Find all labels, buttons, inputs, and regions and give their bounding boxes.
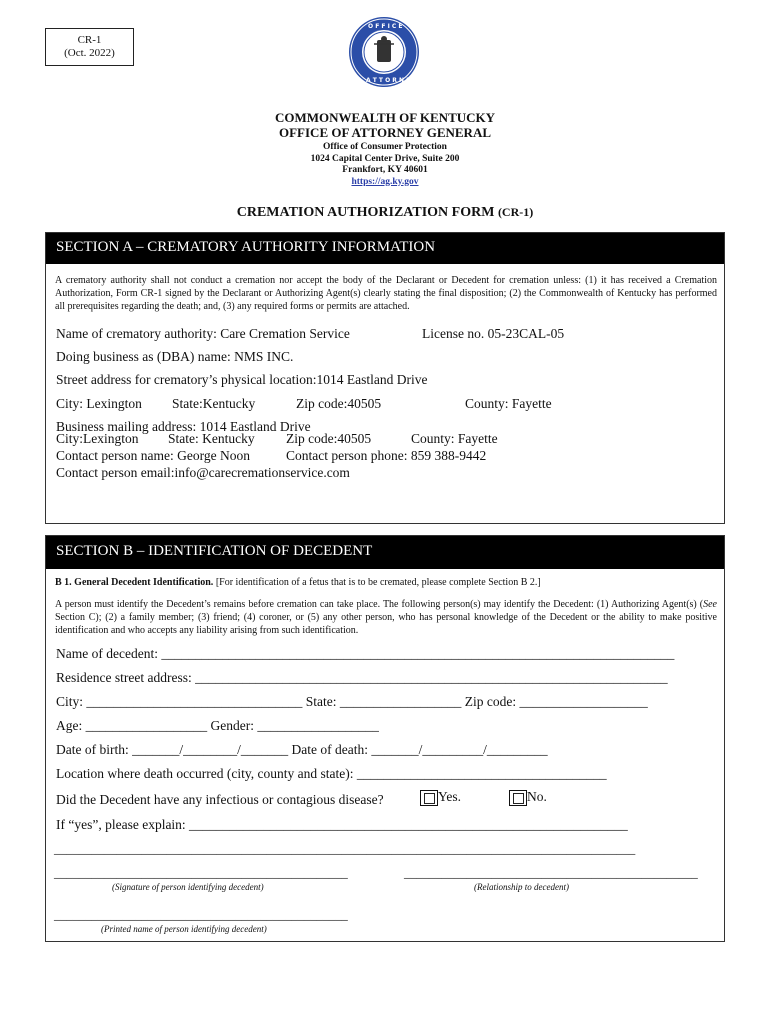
address-line-2: Frankfort, KY 40601: [342, 165, 428, 175]
office-address: [0, 142, 770, 188]
crematory-name: Name of crematory authority: Care Cremation Service: [56, 326, 350, 341]
explain-continuation-line[interactable]: _____________________________________________________________________________________________: [54, 842, 636, 856]
decedent-name-field[interactable]: Name of decedent: ____________________________________________________________________________: [56, 646, 675, 661]
street-address: Street address for crematory’s physical location:1014 Eastland Drive: [56, 372, 428, 387]
mail-city: City:Lexington: [56, 431, 139, 446]
city-field: City: Lexington: [56, 396, 142, 411]
address-line-1: 1024 Capital Center Drive, Suite 200: [310, 153, 460, 164]
office-line: OFFICE OF ATTORNEY GENERAL: [279, 125, 491, 140]
contact-email: Contact person email:info@carecremationservice.com: [56, 465, 350, 480]
signature-caption: (Signature of person identifying decedent): [112, 882, 264, 892]
no-label: No.: [527, 789, 547, 804]
form-title-main: CREMATION AUTHORIZATION FORM: [236, 205, 495, 220]
explain-field[interactable]: If “yes”, please explain: _________________________________________________________________: [56, 817, 628, 832]
b1-heading: [55, 576, 717, 589]
death-location-field[interactable]: Location where death occurred (city, county and state): _____________________________________: [56, 766, 607, 781]
intro-part-2: Section C); (2) a family member; (3) friend; (4) coroner, or (5) any other person, who has personal knowledge of the Decedent or the ability to make positive identification and who accepts any liability arising from such identification.: [55, 612, 717, 636]
form-date: (Oct. 2022): [64, 47, 115, 59]
form-title: [0, 205, 770, 221]
section-b-heading: SECTION B – IDENTIFICATION OF DECEDENT: [46, 536, 724, 569]
dates-field[interactable]: Date of birth: _______/________/_______ Date of death: _______/_________/_________: [56, 742, 548, 757]
intro-see: See: [703, 599, 717, 610]
svg-text:O F F I C E: O F F I C E: [368, 23, 403, 30]
contact-phone: Contact person phone: 859 388-9442: [286, 448, 487, 463]
no-checkbox[interactable]: [509, 790, 527, 806]
section-b-intro: [55, 598, 717, 637]
form-title-code: (CR-1): [497, 205, 534, 219]
printed-name-line[interactable]: _______________________________________________: [54, 908, 348, 922]
mail-zip: Zip code:40505: [286, 431, 372, 446]
commonwealth-line: COMMONWEALTH OF KENTUCKY: [274, 110, 496, 125]
b1-label: B 1. General Decedent Identification.: [55, 577, 214, 588]
relationship-line[interactable]: _______________________________________________: [404, 866, 698, 880]
svg-text:A T T O R N E Y: A T T O R N E Y: [366, 77, 417, 84]
state-field: State:Kentucky: [172, 396, 256, 411]
yes-option[interactable]: [420, 789, 461, 806]
mail-state: State: Kentucky: [168, 431, 255, 446]
attorney-general-seal-icon: [348, 16, 420, 88]
section-a-heading: SECTION A – CREMATORY AUTHORITY INFORMATION: [46, 233, 724, 264]
disease-question: Did the Decedent have any infectious or contagious disease?: [56, 792, 384, 807]
license-number: License no. 05-23CAL-05: [422, 326, 565, 341]
no-option[interactable]: [509, 789, 547, 806]
office-name: Office of Consumer Protection: [323, 142, 447, 152]
mail-county: County: Fayette: [411, 431, 498, 446]
county-field: County: Fayette: [465, 396, 552, 411]
age-gender-field[interactable]: Age: __________________ Gender: __________________: [56, 718, 379, 733]
yes-label: Yes.: [438, 789, 462, 804]
dba-name: Doing business as (DBA) name: NMS INC.: [56, 349, 294, 364]
contact-name: Contact person name: George Noon: [56, 448, 250, 463]
form-id-box: [45, 28, 134, 66]
yes-checkbox[interactable]: [420, 790, 438, 806]
intro-part-1: A person must identify the Decedent’s remains before cremation can take place. The following person(s) may identify the Decedent: (1) Authorizing Agent(s) (: [55, 599, 704, 610]
zip-field: Zip code:40505: [296, 396, 382, 411]
section-a-box: [45, 232, 725, 524]
city-state-zip-field[interactable]: City: ________________________________ State: __________________ Zip code: ___________________: [56, 694, 648, 709]
residence-field[interactable]: Residence street address: ______________________________________________________________________: [56, 670, 668, 685]
section-a-intro: A crematory authority shall not conduct a cremation nor accept the body of the Declarant or Decedent for cremation unless: (1) it has received a Cremation Authorization, Form CR-1 signed by the Declarant or Authorizing Agent(s) clearly stating the final disposition; (2) the Commonwealth of Kentucky has performed all prerequisites regarding the death; and, (3) any required forms or permits are attached.: [55, 275, 717, 312]
relationship-caption: (Relationship to decedent): [474, 882, 569, 892]
website-link[interactable]: https://ag.ky.gov: [351, 176, 419, 187]
agency-header: [0, 110, 770, 140]
form-code: CR-1: [77, 34, 102, 46]
section-b-box: [45, 535, 725, 942]
printed-name-caption: (Printed name of person identifying decedent): [101, 924, 267, 934]
b1-note: [For identification of a fetus that is to be cremated, please complete Section B 2.]: [213, 577, 541, 588]
signature-line[interactable]: _______________________________________________: [54, 866, 348, 880]
mailing-address: Business mailing address: 1014 Eastland Drive: [56, 419, 311, 434]
